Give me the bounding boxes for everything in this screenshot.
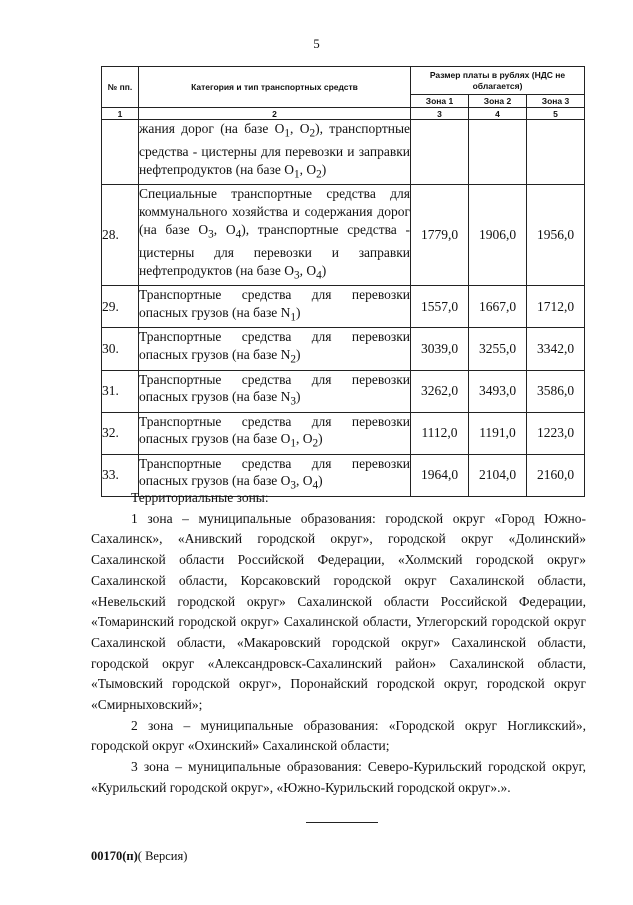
row-number: 30.: [102, 328, 139, 370]
zone-2-fee: 3255,0: [469, 328, 527, 370]
document-code: [91, 849, 187, 864]
zone-2-fee: [469, 120, 527, 185]
zone-2-fee: 1191,0: [469, 412, 527, 454]
col-number-4: 4: [469, 108, 527, 120]
row-description: Транспортные средства для перевозки опасных грузов (на базе $O_3$, $O_4$): [139, 454, 411, 496]
document-number: 00170(п): [91, 849, 138, 863]
tariff-table: [101, 66, 585, 497]
row-number: [102, 120, 139, 185]
row-description: Транспортные средства для перевозки опасных грузов (на базе $O_1$, $O_2$): [139, 412, 411, 454]
header-zone-1: Зона 1: [411, 95, 469, 108]
zone-2-fee: 3493,0: [469, 370, 527, 412]
zone-1-fee: 1557,0: [411, 286, 469, 328]
zone-3-fee: 1223,0: [527, 412, 585, 454]
zone-3-fee: 1712,0: [527, 286, 585, 328]
zone-1-fee: 3039,0: [411, 328, 469, 370]
row-description: Транспортные средства для перевозки опасных грузов (на базе $N_3$): [139, 370, 411, 412]
zone-1-fee: [411, 120, 469, 185]
row-description: Транспортные средства для перевозки опасных грузов (на базе $N_1$): [139, 286, 411, 328]
table-row: [102, 370, 585, 412]
header-zone-2: Зона 2: [469, 95, 527, 108]
zones-heading: Территориальные зоны:: [131, 490, 269, 505]
col-number-2: 2: [139, 108, 411, 120]
header-fee: Размер платы в рублях (НДС не облагается): [411, 67, 585, 95]
zone-3-fee: [527, 120, 585, 185]
row-number: 31.: [102, 370, 139, 412]
col-number-1: 1: [102, 108, 139, 120]
zone-2-fee: 2104,0: [469, 454, 527, 496]
header-num: № пп.: [102, 67, 139, 108]
zone-2-description: 2 зона – муниципальные образования: «Городской округ Ногликский», городской округ «Охинский» Сахалинской области;: [91, 717, 586, 754]
col-number-5: 5: [527, 108, 585, 120]
zone-1-fee: 3262,0: [411, 370, 469, 412]
zone-3-description: 3 зона – муниципальные образования: Северо-Курильский городской округ, «Курильский городской округ», «Южно-Курильский городской округ».».: [91, 759, 586, 795]
table-row: [102, 185, 585, 286]
zone-3-fee: 1956,0: [527, 185, 585, 286]
zone-3-fee: 3586,0: [527, 370, 585, 412]
zone-2-fee: 1667,0: [469, 286, 527, 328]
header-category: Категория и тип транспортных средств: [139, 67, 411, 108]
zone-3-fee: 2160,0: [527, 454, 585, 496]
page-number: 5: [313, 36, 320, 51]
zone-1-fee: 1112,0: [411, 412, 469, 454]
row-number: 28.: [102, 185, 139, 286]
zone-1-fee: 1779,0: [411, 185, 469, 286]
table-row: [102, 328, 585, 370]
zone-1-description: 1 зона – муниципальные образования: городской округ «Город Южно-Сахалинск», «Анивский городской округ», городской округ «Долинский» Сахалинской области Российской Федерации, «Холмский городской округ» Сахалинской области, Корсаковский городской округ Сахалинской области, «Невельский городской округ» Сахалинской области Российской Федерации, «Томаринский городской округ» Сахалинской области, Углегорский городской округ Сахалинской области, «Макаровский городской округ» Сахалинской области, городской округ «Александровск-Сахалинский район» Сахалинской области, «Тымовский городской округ», Поронайский городской округ, городской округ «Смирныховский»;: [91, 510, 586, 713]
col-number-3: 3: [411, 108, 469, 120]
table-row: [102, 286, 585, 328]
document-version: ( Версия): [137, 849, 188, 863]
row-description: жания дорог (на базе $O_1$, $O_2$), транспортные средства - цистерны для перевозки и заправки нефтепродуктов (на базе $O_1$, $O_2$): [139, 120, 411, 185]
header-zone-3: Зона 3: [527, 95, 585, 108]
zone-1-fee: 1964,0: [411, 454, 469, 496]
table-body: [102, 120, 585, 497]
zone-2-fee: 1906,0: [469, 185, 527, 286]
row-description: Специальные транспортные средства для коммунального хозяйства и содержания дорог (на базе $O_3$, $O_4$), транспортные средства - цистерны для перевозки и заправки нефтепродуктов (на базе $O_3$, $O_4$): [139, 185, 411, 286]
row-number: 29.: [102, 286, 139, 328]
table-row: [102, 412, 585, 454]
territorial-zones: [91, 488, 586, 799]
table-row: [102, 120, 585, 185]
divider-line: [306, 822, 378, 823]
zone-3-fee: 3342,0: [527, 328, 585, 370]
row-number: 32.: [102, 412, 139, 454]
row-description: Транспортные средства для перевозки опасных грузов (на базе $N_2$): [139, 328, 411, 370]
row-number: 33.: [102, 454, 139, 496]
